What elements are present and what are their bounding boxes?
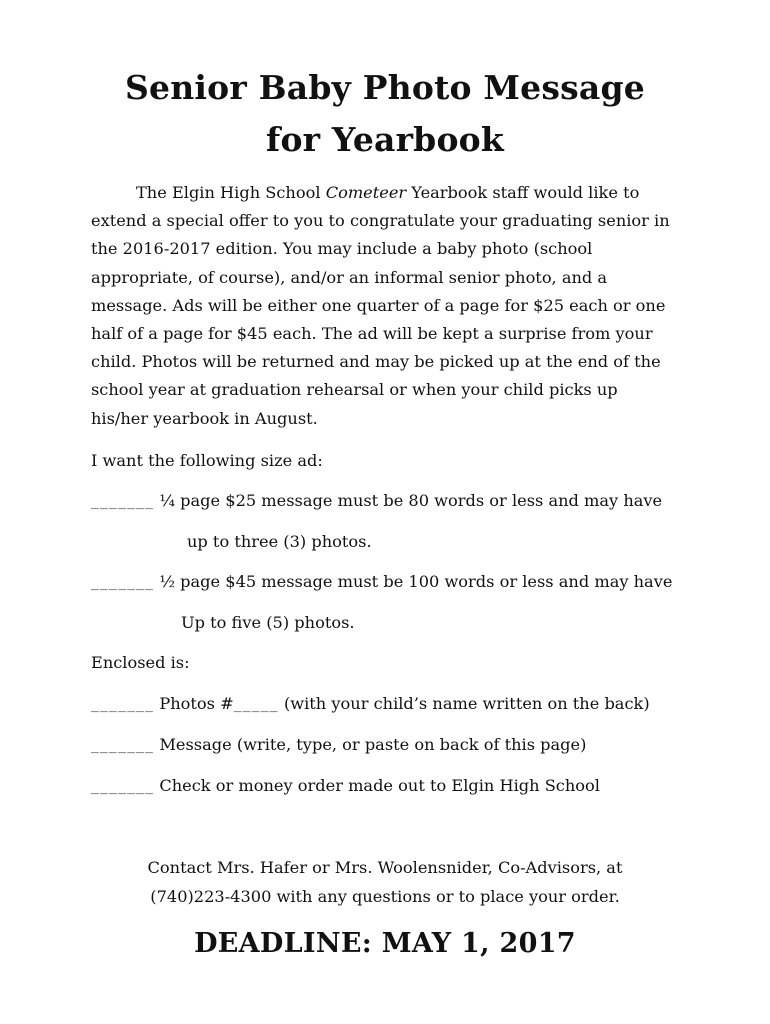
enclosed-check-row <box>91 774 600 800</box>
quarter-page-blank[interactable]: _______ <box>91 495 155 510</box>
half-page-blank[interactable]: _______ <box>91 576 155 591</box>
intro-line-7: child. Photos will be returned and may be picked up at the end of the <box>91 352 661 372</box>
half-page-text: ½ page $45 message must be 100 words or less and may have <box>154 572 673 591</box>
photos-label: Photos # <box>154 694 234 713</box>
intro-line-9: his/her yearbook in August. <box>91 408 318 428</box>
photos-blank[interactable]: _______ <box>91 698 155 713</box>
check-label: Check or money order made out to Elgin High School <box>154 776 600 795</box>
photos-note: (with your child’s name written on the back) <box>278 694 650 713</box>
intro-line-1: The Elgin High School Cometeer Yearbook staff would like to <box>136 183 640 202</box>
photo-count-blank[interactable]: _____ <box>233 698 279 713</box>
intro-line-4: appropriate, of course), and/or an informal senior photo, and a <box>91 267 608 287</box>
yearbook-name: Cometeer <box>325 183 407 202</box>
quarter-page-text: ¼ page $25 message must be 80 words or less and may have <box>154 491 663 510</box>
check-blank[interactable]: _______ <box>91 780 155 795</box>
enclosed-photos-row <box>91 692 650 718</box>
quarter-page-option <box>91 489 662 515</box>
half-page-continuation: Up to five (5) photos. <box>181 613 355 632</box>
page-title-line-1: Senior Baby Photo Message <box>125 68 645 107</box>
quarter-page-continuation: up to three (3) photos. <box>187 532 372 551</box>
contact-line-2: (740)223-4300 with any questions or to place your order. <box>150 887 620 906</box>
intro-line-8: school year at graduation rehearsal or when your child picks up <box>91 380 618 400</box>
intro-line-2: extend a special offer to you to congratulate your graduating senior in <box>91 211 670 231</box>
intro-line-6: half of a page for $45 each. The ad will be kept a surprise from your <box>91 324 653 344</box>
half-page-option <box>91 570 672 596</box>
message-label: Message (write, type, or paste on back of this page) <box>154 735 587 754</box>
page-title-line-2: for Yearbook <box>266 120 504 159</box>
intro-line-5: message. Ads will be either one quarter of a page for $25 each or one <box>91 295 666 315</box>
deadline: DEADLINE: MAY 1, 2017 <box>194 928 576 959</box>
message-blank[interactable]: _______ <box>91 739 155 754</box>
size-prompt: I want the following size ad: <box>91 451 323 470</box>
contact-line-1: Contact Mrs. Hafer or Mrs. Woolensnider, Co-Advisors, at <box>147 858 623 877</box>
intro-line-3: the 2016-2017 edition. You may include a baby photo (school <box>91 239 593 259</box>
enclosed-prompt: Enclosed is: <box>91 653 190 672</box>
intro-paragraph <box>91 179 691 433</box>
enclosed-message-row <box>91 733 586 759</box>
